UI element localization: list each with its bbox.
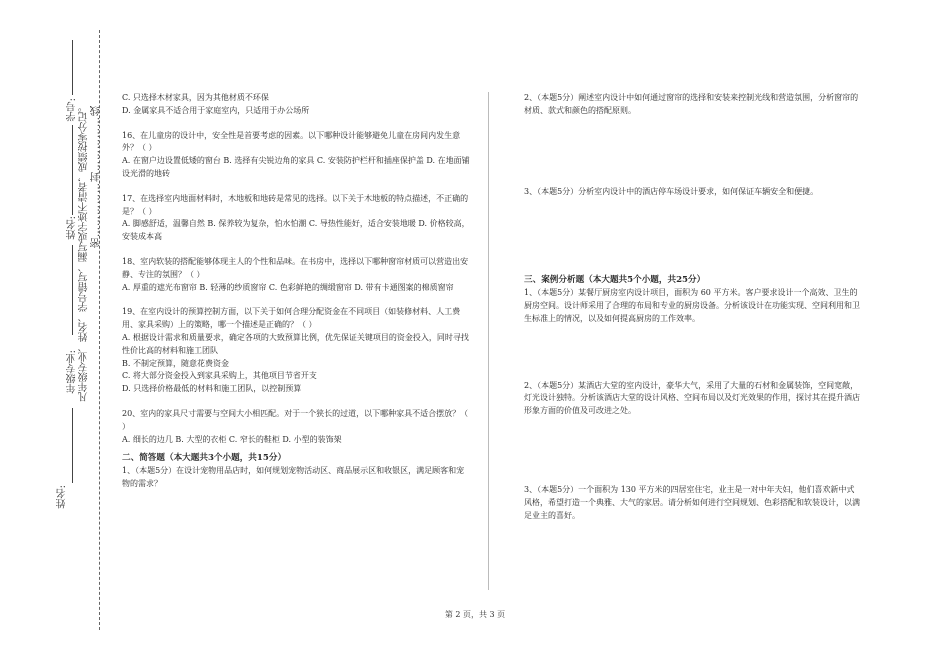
q19-stem: 19、在室内设计的预算控制方面，以下关于如何合理分配资金在不同项目（如装修材料、人工费用、家具采购）上的策略，哪一个描述是正确的？（ ） bbox=[122, 307, 461, 330]
short-answer-q3: 3、（本题5分）分析室内设计中的酒店停车场设计要求，如何保证车辆安全和便捷。 bbox=[524, 186, 819, 196]
name-label: 姓名: bbox=[67, 216, 78, 240]
q19-option-c: C. 将大部分资金投入到家具采购上，其他项目节省开支 bbox=[122, 371, 317, 381]
q17-stem: 17、在选择室内地面材料时，木地板和地砖是常见的选择。以下关于木地板的特点描述，不正确的是？（ ） bbox=[122, 193, 469, 216]
q16-stem: 16、在儿童房的设计中，安全性是首要考虑的因素。以下哪种设计能够避免儿童在房间内发生意外？（ ） bbox=[122, 130, 461, 153]
section-2-title: 二、简答题（本大题共3个小题，共15分） bbox=[122, 453, 287, 464]
class-label: 年级专业: bbox=[67, 350, 78, 394]
page-number: 第 2 页，共 3 页 bbox=[444, 610, 506, 619]
column-divider bbox=[488, 92, 489, 590]
seal-line-text: 密……………封……………线 bbox=[91, 105, 102, 248]
student-id-line bbox=[72, 40, 73, 95]
cut-line bbox=[99, 30, 100, 630]
q15-option-d: D. 金属家具不适合用于家庭室内，只适用于办公场所 bbox=[122, 105, 310, 115]
q17-options: A. 脚感舒适，温馨自然 B. 保养较为复杂，怕水怕潮 C. 导热性能好，适合安装地暖 D. 价格较高，安装成本高 bbox=[122, 219, 470, 242]
q18-options: A. 厚重的遮光布窗帘 B. 轻薄的纱质窗帘 C. 色彩鲜艳的绸缎窗帘 D. 带有卡通图案的棉质窗帘 bbox=[122, 282, 454, 292]
q19-option-d: D. 只选择价格最低的材料和施工团队，以控制预算 bbox=[122, 384, 302, 394]
q19-option-a: A. 根据设计需求和质量要求，确定各项的大致预算比例，优先保证关键项目的资金投入，同时寻找性价比高的材料和施工团队 bbox=[122, 332, 469, 355]
binding-strip bbox=[55, 30, 105, 640]
class-line bbox=[72, 245, 73, 335]
name-line bbox=[72, 125, 73, 215]
q20-options: A. 细长的边几 B. 大型的衣柜 C. 窄长的鞋柜 D. 小型的装饰架 bbox=[122, 434, 342, 444]
section-3-title: 三、案例分析题（本大题共5个小题，共25分） bbox=[524, 275, 706, 286]
left-column bbox=[122, 92, 470, 491]
q18-stem: 18、室内软装的搭配能够体现主人的个性和品味。在书房中，选择以下哪种窗帘材质可以营造出安静、专注的氛围？（ ） bbox=[122, 256, 469, 279]
case-analysis-q2: 2、（本题5分）某酒店大堂的室内设计，豪华大气，采用了大量的石材和金属装饰，空间宽敞，灯光设计独特。分析该酒店大堂的设计风格、空间布局以及灯光效果的作用，探讨其在提升酒店形象方面的价值及可改进之处。 bbox=[524, 380, 860, 416]
case-analysis-q3: 3、（本题5分）一个面积为 130 平方米的四居室住宅，业主是一对中年夫妇，他们喜欢新中式风格，希望打造一个典雅、大气的家居。请分析如何进行空间规划、色彩搭配和软装设计，以满足业主的喜好。 bbox=[524, 484, 860, 520]
school-label: 姓名: bbox=[57, 485, 68, 509]
q19-option-b: B. 不制定预算，随意花费资金 bbox=[122, 358, 229, 368]
q15-option-c: C. 只选择木材家具，因为其他材质不环保 bbox=[122, 93, 269, 102]
short-answer-q1: 1、（本题5分）在设计宠物用品店时，如何规划宠物活动区、商品展示区和收银区，满足顾客和宠物的需求？ bbox=[122, 466, 465, 488]
school-line bbox=[72, 408, 73, 483]
short-answer-q2: 2、（本题5分）阐述室内设计中如何通过窗帘的选择和安装来控制光线和营造氛围，分析窗帘的材质、款式和颜色的搭配原则。 bbox=[524, 93, 859, 115]
case-analysis-q1: 1、（本题5分）某餐厅厨房室内设计项目，面积为 60 平方米。客户要求设计一个高效、卫生的厨房空间。设计师采用了合理的布局和专业的厨房设备。分析该设计在功能实现、空间利用和卫生标准上的情况，以及如何提高厨房的工作效率。 bbox=[524, 288, 860, 323]
right-column bbox=[524, 92, 860, 522]
q20-stem: 20、室内的家具尺寸需要与空间大小相匹配。对于一个狭长的过道，以下哪种家具不适合摆放？（ ） bbox=[122, 408, 469, 431]
student-id-label: 学号: bbox=[67, 98, 78, 122]
binding-warning: 凡年级专业、姓名、学号错写、漏写或字迹不清者，成绩按零分记。 bbox=[79, 102, 90, 402]
q16-options: A. 在窗户边设置低矮的窗台 B. 选择有尖锐边角的家具 C. 安装防护栏杆和插座保护盖 D. 在地面铺设光滑的地砖 bbox=[122, 156, 470, 178]
